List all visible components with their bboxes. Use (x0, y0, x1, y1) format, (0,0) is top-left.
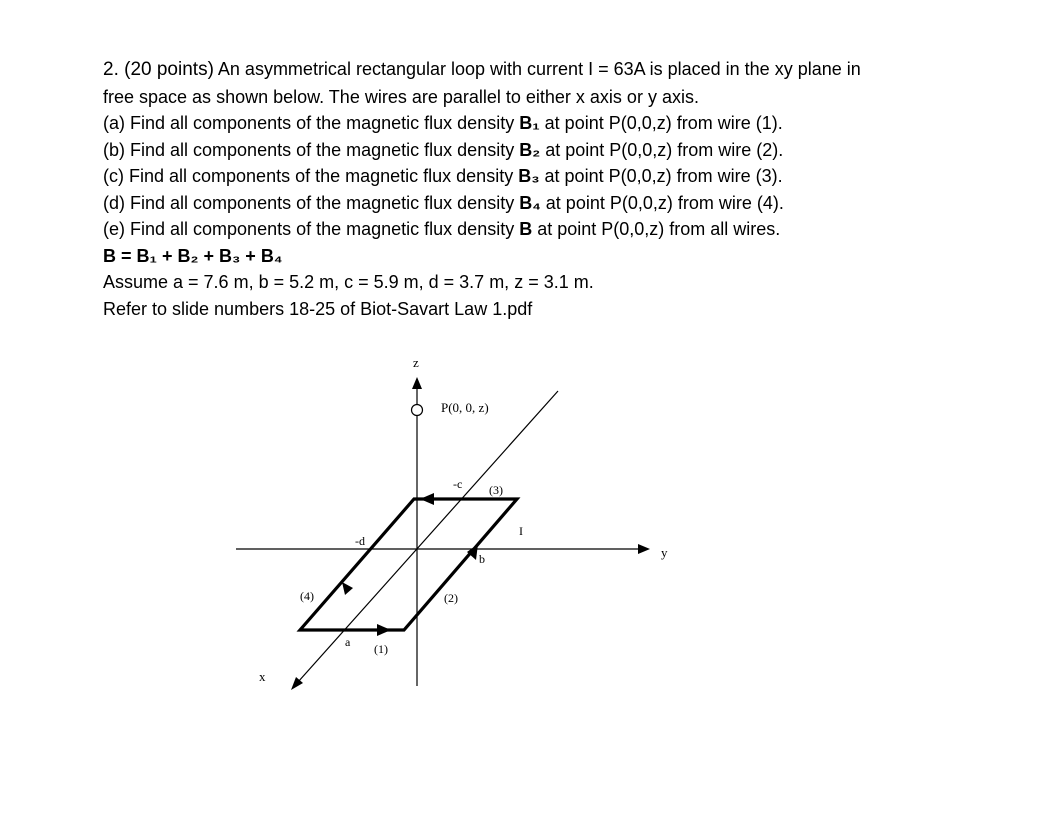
wire-2-arrow (467, 544, 478, 560)
wire-1-arrow (377, 624, 391, 636)
wire-3-arrow (420, 493, 434, 505)
problem-line-2: free space as shown below. The wires are parallel to either x axis or y axis. (103, 86, 699, 107)
part-d-tail: at point P(0,0,z) from wire (4). (540, 192, 784, 213)
part-e-symbol: B (519, 219, 533, 239)
part-b-text: (b) Find all components of the magnetic flux density (103, 139, 520, 160)
neg-c-label: -c (453, 477, 463, 491)
part-a-tail: at point P(0,0,z) from wire (1). (539, 113, 783, 133)
part-c-tail: at point P(0,0,z) from wire (3). (539, 166, 783, 186)
part-b-symbol: B₂ (519, 139, 541, 160)
assumptions: Assume a = 7.6 m, b = 5.2 m, c = 5.9 m, d = 3.7 m, z = 3.1 m. (103, 272, 594, 292)
reference: Refer to slide numbers 18-25 of Biot-Savart Law 1.pdf (103, 298, 533, 319)
y-axis-label: y (661, 545, 668, 560)
part-a-symbol: B₁ (519, 113, 540, 133)
problem-intro: An asymmetrical rectangular loop with current I = 63A is placed in the xy plane in (213, 59, 861, 79)
z-axis-label: z (413, 355, 419, 370)
wire-4-arrow (342, 582, 353, 595)
wire-1-label: (1) (374, 642, 388, 656)
part-a-text: (a) Find all components of the magnetic flux density (103, 113, 520, 133)
part-d-text: (d) Find all components of the magnetic flux density (103, 192, 520, 213)
part-e-tail: at point P(0,0,z) from all wires. (532, 219, 781, 239)
problem-number: 2. (20 points) (103, 59, 214, 80)
axes (236, 385, 640, 686)
a-label: a (345, 635, 351, 649)
wire-3-label: (3) (489, 483, 503, 497)
sum-equation-text: B = B₁ + B₂ + B₃ + B₄ (103, 245, 283, 266)
part-b-tail: at point P(0,0,z) from wire (2). (540, 139, 784, 160)
wire-4-label: (4) (300, 589, 314, 603)
current-label: I (519, 524, 523, 538)
part-d-symbol: B₄ (519, 192, 541, 213)
y-axis-arrowhead (638, 544, 650, 554)
neg-d-label: -d (355, 534, 365, 548)
part-c-symbol: B₃ (518, 166, 540, 186)
b-label: b (479, 552, 485, 566)
part-e-text: (e) Find all components of the magnetic flux density (103, 219, 520, 239)
z-axis-arrowhead (412, 377, 422, 389)
wire-2-label: (2) (444, 591, 458, 605)
x-axis-label: x (259, 669, 266, 684)
point-p-marker (412, 405, 423, 416)
point-p-label: P(0, 0, z) (441, 400, 489, 415)
part-c-text: (c) Find all components of the magnetic flux density (103, 166, 519, 186)
